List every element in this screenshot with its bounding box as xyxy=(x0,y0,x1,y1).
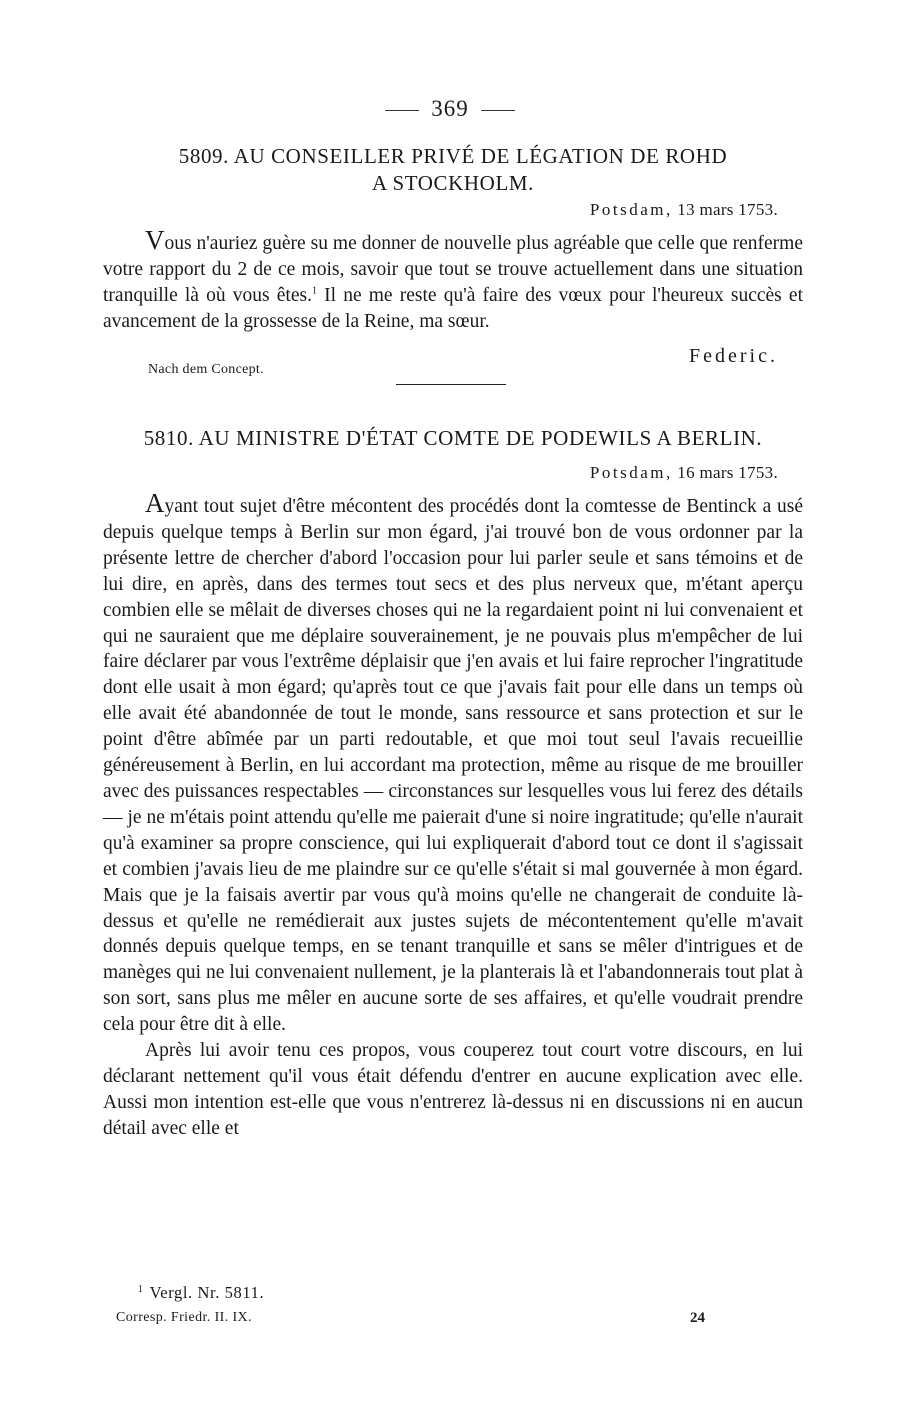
page-number-value: 369 xyxy=(431,96,469,121)
footnote-marker: 1 xyxy=(138,1283,144,1295)
section-divider xyxy=(396,384,506,385)
letter-5809-heading xyxy=(103,143,803,197)
letter-5809-paragraph xyxy=(103,227,803,335)
footnote-reference: 1 xyxy=(311,285,317,297)
letter-5809-place: Potsdam, xyxy=(589,200,673,219)
footnote xyxy=(138,1283,264,1303)
letter-5810-dateline xyxy=(590,463,778,483)
letter-5809-body xyxy=(103,227,803,335)
letter-5809-source-note: Nach dem Concept. xyxy=(148,362,264,377)
page-number xyxy=(0,96,900,122)
letter-5810-date: 16 mars 1753. xyxy=(677,463,778,482)
letter-5809-dropcap: V xyxy=(145,225,165,255)
letter-5810-body xyxy=(103,490,803,1142)
letter-5809-heading-line1: 5809. AU CONSEILLER PRIVÉ DE LÉGATION DE ROHD xyxy=(178,144,728,168)
letter-5810-paragraph-1-text: yant tout sujet d'être mécontent des procédés dont la comtesse de Bentinck a usé depuis quelque temps à Berlin sur mon égard, j'ai trouvé bon de vous ordonner par la présente lettre de chercher d'abord l'occasion pour lui parler seule et sans témoins et de lui dire, en après, dans des termes tout secs et des plus nerveux que, m'étant aperçu combien elle se mêlait de diverses choses qui ne la regardaient point ni lui convenaient et qui ne sauraient que me déplaire souverainement, je ne pouvais plus m'empêcher de lui faire déclarer par vous l'extrême déplaisir que j'en avais et lui faire reprocher l'ingratitude dont elle usait à mon égard; qu'après tout ce que j'avais fait pour elle dans un temps où elle avait été abandonnée de tout le monde, sans ressource et sans protection et sur le point d'être abîmée par un parti redoutable, et que moi tout seul l'avais recueillie généreusement à Berlin, en lui accordant ma protection, même au risque de me brouiller avec des puissances respectables — circonstances sur lesquelles vous lui ferez des détails — je ne m'étais point attendu qu'elle me paierait d'une si noire ingratitude; qu'elle n'aurait qu'à examiner sa propre conscience, qui lui expliquerait d'abord tout ce dont il s'agissait et combien j'avais lieu de me plaindre sur ce qu'elle s'était si mal gouvernée à mon égard. Mais que je la faisais avertir par vous qu'à moins qu'elle ne changerait de conduite là-dessus et qu'elle ne remédierait aux justes sujets de mécontentement qu'elle m'avait donnés depuis quelque temps, en se tenant tranquille et sans se mêler d'intrigues et de manèges qui ne lui convenaient nullement, je la planterais là et l'abandonnerais tout plat à son sort, sans plus me mêler en aucune sorte de ses affaires, et qu'elle voudrait prendre cela pour être dit à elle. xyxy=(103,496,803,1036)
letter-5809-body-end: Il ne me reste qu'à faire des vœux pour l'heureux succès et avancement de la grossesse de la Reine, ma sœur. xyxy=(103,284,803,332)
letter-5809-heading-line2: A STOCKHOLM. xyxy=(371,171,534,195)
letter-5810-heading: 5810. AU MINISTRE D'ÉTAT COMTE DE PODEWILS A BERLIN. xyxy=(143,426,763,450)
letter-5809-signature: Federic. xyxy=(689,345,778,367)
footer-signature-mark: Corresp. Friedr. II. IX. xyxy=(116,1310,252,1325)
page-number-dash-right xyxy=(481,110,515,111)
page-number-dash-left xyxy=(385,110,419,111)
letter-5810-paragraph-2: Après lui avoir tenu ces propos, vous couperez tout court votre discours, en lui déclarant nettement qu'il vous était défendu d'entrer en aucune explication avec elle. Aussi mon intention est-elle que vous n'entrerez là-dessus ni en discussions ni en aucun détail avec elle et xyxy=(103,1040,803,1139)
letter-5810-paragraph-1 xyxy=(103,490,803,1038)
footer-sheet-number: 24 xyxy=(690,1310,705,1326)
letter-5810-dropcap: A xyxy=(145,488,165,518)
letter-5809-body-start: ous n'auriez guère su me donner de nouvelle plus agréable que celle que renferme votre rapport du 2 de ce mois, savoir que tout se trouve actuellement dans une situation tranquille là où vous êtes. xyxy=(103,233,803,306)
letter-5810-place: Potsdam, xyxy=(589,463,673,482)
letter-5809-dateline xyxy=(590,200,778,220)
footnote-text: Vergl. Nr. 5811. xyxy=(149,1283,265,1302)
letter-5809-date: 13 mars 1753. xyxy=(677,200,778,219)
